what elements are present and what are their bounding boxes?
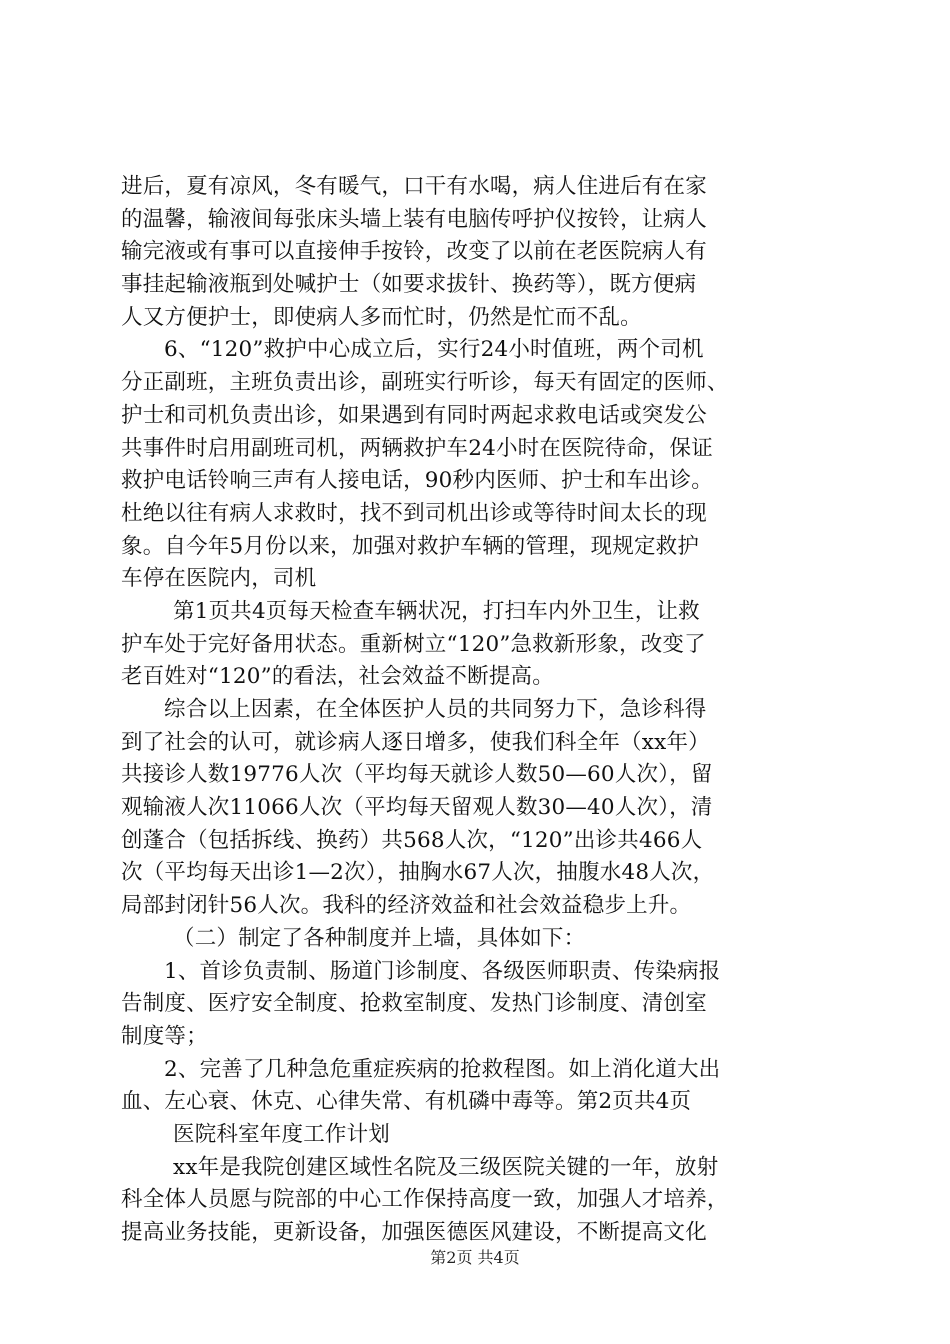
text-line: 2、完善了几种急危重症疾病的抢救程图。如上消化道大出 bbox=[164, 1056, 721, 1082]
text-line: 科全体人员愿与院部的中心工作保持高度一致，加强人才培养， bbox=[121, 1187, 729, 1213]
text-line: 的温馨，输液间每张床头墙上装有电脑传呼护仪按铃，让病人 bbox=[121, 206, 707, 232]
text-line: 共事件时启用副班司机，两辆救护车24小时在医院待命，保证 bbox=[121, 435, 713, 461]
text-line: 次（平均每天出诊1—2次），抽胸水67人次，抽腹水48人次， bbox=[121, 860, 715, 886]
text-line: 输完液或有事可以直接伸手按铃，改变了以前在老医院病人有 bbox=[121, 239, 707, 265]
text-line: 6、“120”救护中心成立后，实行24小时值班，两个司机 bbox=[164, 337, 704, 363]
text-line: 观输液人次11066人次（平均每天留观人数30—40人次），清 bbox=[121, 795, 713, 821]
text-line: 象。自今年5月份以来，加强对救护车辆的管理，现规定救护 bbox=[121, 533, 700, 559]
text-line: 医院科室年度工作计划 bbox=[173, 1121, 391, 1147]
text-line: 救护电话铃响三声有人接电话，90秒内医师、护士和车出诊。 bbox=[121, 468, 713, 494]
text-line: 杜绝以往有病人求救时，找不到司机出诊或等待时间太长的现 bbox=[121, 500, 707, 526]
text-line: 人又方便护士，即使病人多而忙时，仍然是忙而不乱。 bbox=[121, 304, 642, 330]
text-line: 综合以上因素，在全体医护人员的共同努力下，急诊科得 bbox=[164, 697, 707, 722]
text-line: 护士和司机负责出诊，如果遇到有同时两起求救电话或突发公 bbox=[121, 402, 707, 428]
text-line: xx年是我院创建区域性名院及三级医院关键的一年，放射 bbox=[173, 1154, 719, 1180]
text-line: 局部封闭针56人次。我科的经济效益和社会效益稳步上升。 bbox=[121, 893, 692, 919]
text-line: 告制度、医疗安全制度、抢救室制度、发热门诊制度、清创室 bbox=[121, 991, 707, 1017]
text-line: 制度等； bbox=[121, 1023, 208, 1049]
text-line: 事挂起输液瓶到处喊护士（如要求拔针、换药等），既方便病 bbox=[121, 272, 697, 298]
text-line: 提高业务技能，更新设备，加强医德医风建设，不断提高文化 bbox=[121, 1220, 707, 1245]
text-line: 创蓬合（包括拆线、换药）共568人次，“120”出诊共466人 bbox=[121, 827, 703, 853]
text-line: 分正副班，主班负责出诊，副班实行听诊，每天有固定的医师、 bbox=[121, 370, 729, 396]
text-line: 车停在医院内，司机 bbox=[121, 566, 317, 592]
text-line: 老百姓对“120”的看法，社会效益不断提高。 bbox=[121, 664, 554, 690]
text-line: 进后，夏有凉风，冬有暖气，口干有水喝，病人住进后有在家 bbox=[121, 174, 707, 199]
text-line: 血、左心衰、休克、心律失常、有机磷中毒等。第2页共4页 bbox=[121, 1089, 692, 1115]
text-line: 共接诊人数19776人次（平均每天就诊人数50—60人次），留 bbox=[121, 762, 713, 788]
text-line: （二）制定了各种制度并上墙，具体如下： bbox=[173, 925, 586, 951]
text-line: 第1页共4页每天检查车辆状况，打扫车内外卫生，让救 bbox=[173, 598, 700, 624]
document-body bbox=[121, 171, 833, 1250]
text-line: 1、首诊负责制、肠道门诊制度、各级医师职责、传染病报 bbox=[164, 958, 721, 984]
text-line: 护车处于完好备用状态。重新树立“120”急救新形象，改变了 bbox=[121, 631, 706, 657]
text-line: 到了社会的认可，就诊病人逐日增多，使我们科全年（xx年） bbox=[121, 729, 710, 755]
page-footer: 第2页 共4页 bbox=[430, 1248, 520, 1267]
